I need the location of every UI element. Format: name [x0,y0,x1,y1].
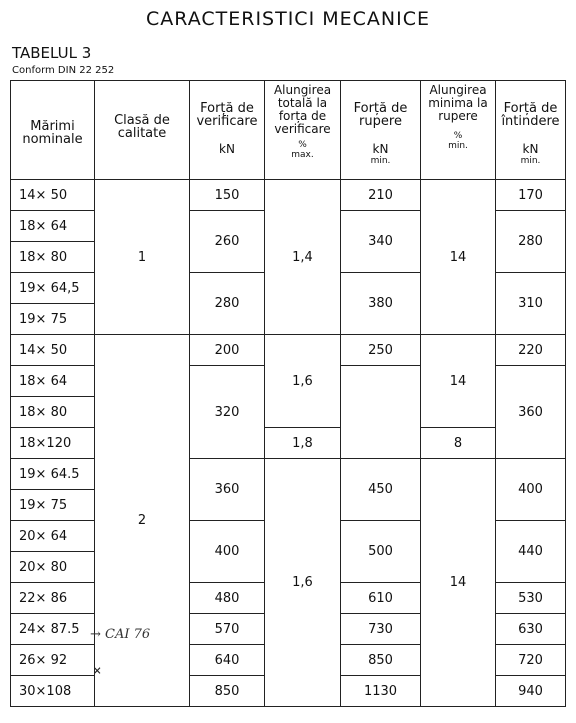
size-cell: 14× 50 [11,335,95,366]
intindere-cell: 440 [496,521,566,583]
verif-cell: 400 [190,521,265,583]
rupere-cell-empty [341,366,421,459]
size-cell: 19× 75 [11,304,95,335]
rupere-cell: 450 [341,459,421,521]
header-alungirea-minima: Alungirea minima la rupere % min. [421,81,496,180]
verif-cell: 280 [190,273,265,335]
alung-tot-cell: 1,6 [265,335,341,428]
rupere-cell: 250 [341,335,421,366]
header-marimi: Mărimi nominale [11,81,95,180]
intindere-cell: 310 [496,273,566,335]
class-cell: 1 [95,180,190,335]
handwritten-x-mark: × [93,663,102,679]
verif-cell: 640 [190,645,265,676]
rupere-cell: 1130 [341,676,421,707]
size-cell: 19× 75 [11,490,95,521]
size-cell: 24× 87.5 [11,614,95,645]
size-cell: 14× 50 [11,180,95,211]
size-cell: 30×108 [11,676,95,707]
size-cell: 22× 86 [11,583,95,614]
header-clasa: Clasă de calitate [95,81,190,180]
alung-tot-cell: 1,8 [265,428,341,459]
rupere-cell: 850 [341,645,421,676]
header-forta-intindere: Forță de întindere kN min. [496,81,566,180]
size-cell: 19× 64,5 [11,273,95,304]
size-cell: 18×120 [11,428,95,459]
verif-cell: 150 [190,180,265,211]
alung-min-cell: 14 [421,180,496,335]
size-cell: 18× 80 [11,397,95,428]
verif-cell: 200 [190,335,265,366]
rupere-cell: 340 [341,211,421,273]
intindere-cell: 720 [496,645,566,676]
rupere-cell: 730 [341,614,421,645]
mechanical-table [10,80,566,707]
intindere-cell: 400 [496,459,566,521]
intindere-cell: 280 [496,211,566,273]
header-forta-verificare: Forță de verificare kN [190,81,265,180]
alung-min-cell: 8 [421,428,496,459]
intindere-cell: 530 [496,583,566,614]
intindere-cell: 360 [496,366,566,459]
intindere-cell: 170 [496,180,566,211]
size-cell: 20× 64 [11,521,95,552]
rupere-cell: 610 [341,583,421,614]
size-cell: 18× 64 [11,211,95,242]
intindere-cell: 940 [496,676,566,707]
table-name: TABELUL 3 [12,44,92,62]
verif-cell: 360 [190,459,265,521]
verif-cell: 570 [190,614,265,645]
verif-cell: 850 [190,676,265,707]
alung-tot-cell: 1,4 [265,180,341,335]
intindere-cell: 220 [496,335,566,366]
intindere-cell: 630 [496,614,566,645]
size-cell: 26× 92 [11,645,95,676]
class-cell: 2 [95,335,190,707]
alung-min-cell: 14 [421,459,496,707]
verif-cell: 480 [190,583,265,614]
verif-cell: 260 [190,211,265,273]
rupere-cell: 210 [341,180,421,211]
page-title: CARACTERISTICI MECANICE [146,8,430,30]
rupere-cell: 380 [341,273,421,335]
alung-min-cell: 14 [421,335,496,428]
size-cell: 18× 64 [11,366,95,397]
verif-cell: 320 [190,366,265,459]
header-alungirea-totala: Alungirea totală la forța de verificare % max. [265,81,341,180]
size-cell: 19× 64.5 [11,459,95,490]
alung-tot-cell: 1,6 [265,459,341,707]
rupere-cell: 500 [341,521,421,583]
standard-reference: Conform DIN 22 252 [12,65,115,76]
size-cell: 20× 80 [11,552,95,583]
header-forta-rupere: Forță de rupere kN min. [341,81,421,180]
size-cell: 18× 80 [11,242,95,273]
handwritten-annotation: → CAI 76 [90,627,151,642]
